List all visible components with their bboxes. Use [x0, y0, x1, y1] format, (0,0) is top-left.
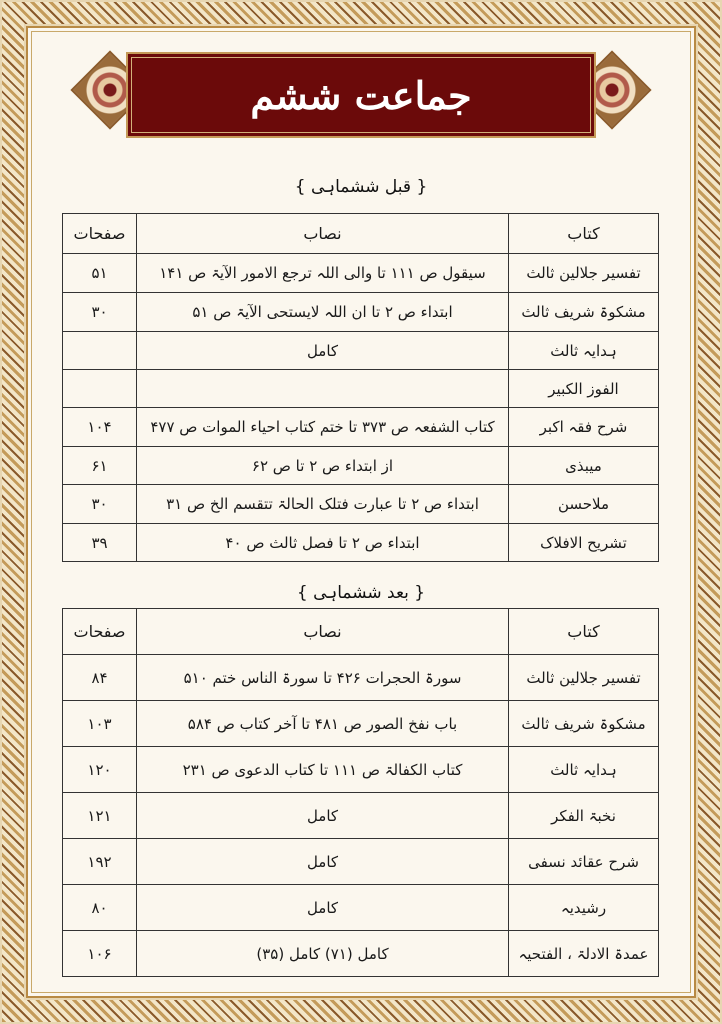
- nisab-cell: ابتداء ص ۲ تا عبارت فتلک الحالۃ تتقسم الخ ص ۳۱: [137, 485, 509, 524]
- book-cell: مشکوۃ شریف ثالث: [509, 701, 659, 747]
- nisab-cell: کامل: [137, 793, 509, 839]
- nisab-cell: کامل: [137, 839, 509, 885]
- table-row: [63, 885, 659, 931]
- header-pages: صفحات: [63, 214, 137, 254]
- table-row: [63, 793, 659, 839]
- pages-cell: [63, 332, 137, 370]
- nisab-cell: کامل (۷۱) کامل (۳۵): [137, 931, 509, 977]
- header-nisab: نصاب: [137, 609, 509, 655]
- pages-cell: ۱۰۴: [63, 408, 137, 447]
- book-cell: ہدایہ ثالث: [509, 332, 659, 370]
- table-header-row: [63, 609, 659, 655]
- book-cell: عمدۃ الادلۃ ، الفتحیہ: [509, 931, 659, 977]
- book-cell: رشیدیہ: [509, 885, 659, 931]
- title-banner-group: [76, 52, 646, 136]
- book-cell: الفوز الکبیر: [509, 370, 659, 408]
- book-cell: ہدایہ ثالث: [509, 747, 659, 793]
- title-banner: [126, 52, 596, 138]
- nisab-cell: از ابتداء ص ۲ تا ص ۶۲: [137, 447, 509, 485]
- header-book: کتاب: [509, 609, 659, 655]
- nisab-cell: کتاب الکفالۃ ص ۱۱۱ تا کتاب الدعوی ص ۲۳۱: [137, 747, 509, 793]
- book-cell: نخبۃ الفکر: [509, 793, 659, 839]
- table-row: [63, 332, 659, 370]
- pages-cell: ۱۲۱: [63, 793, 137, 839]
- book-cell: شرح فقہ اکبر: [509, 408, 659, 447]
- book-cell: مشکوۃ شریف ثالث: [509, 293, 659, 332]
- nisab-cell: کامل: [137, 332, 509, 370]
- section-heading-after: { بعد ششماہی }: [296, 583, 426, 603]
- book-cell: تشریح الافلاک: [509, 524, 659, 562]
- page-title: جماعت ششم: [250, 72, 472, 118]
- nisab-cell: باب نفخ الصور ص ۴۸۱ تا آخر کتاب ص ۵۸۴: [137, 701, 509, 747]
- nisab-cell: [137, 370, 509, 408]
- nisab-cell: ابتداء ص ۲ تا فصل ثالث ص ۴۰: [137, 524, 509, 562]
- pages-cell: ۸۰: [63, 885, 137, 931]
- table-header-row: [63, 214, 659, 254]
- table-row: [63, 747, 659, 793]
- nisab-cell: سیقول ص ۱۱۱ تا والی اللہ ترجع الامور الآیۃ ص ۱۴۱: [137, 254, 509, 293]
- table-row: [63, 370, 659, 408]
- table-row: [63, 254, 659, 293]
- book-cell: تفسیر جلالین ثالث: [509, 254, 659, 293]
- pages-cell: ۱۲۰: [63, 747, 137, 793]
- book-cell: شرح عقائد نسفی: [509, 839, 659, 885]
- header-book: کتاب: [509, 214, 659, 254]
- pages-cell: ۱۰۶: [63, 931, 137, 977]
- nisab-cell: سورۃ الحجرات ۴۲۶ تا سورۃ الناس ختم ۵۱۰: [137, 655, 509, 701]
- syllabus-table-before: [62, 213, 659, 562]
- header-nisab: نصاب: [137, 214, 509, 254]
- pages-cell: ۶۱: [63, 447, 137, 485]
- table-row: [63, 485, 659, 524]
- pages-cell: ۸۴: [63, 655, 137, 701]
- pages-cell: [63, 370, 137, 408]
- table-row: [63, 408, 659, 447]
- table-row: [63, 293, 659, 332]
- pages-cell: ۵۱: [63, 254, 137, 293]
- table-row: [63, 655, 659, 701]
- pages-cell: ۳۰: [63, 485, 137, 524]
- syllabus-table-after: [62, 608, 659, 977]
- book-cell: میبذی: [509, 447, 659, 485]
- section-heading-before: { قبل ششماہی }: [294, 177, 428, 197]
- nisab-cell: کتاب الشفعہ ص ۳۷۳ تا ختم کتاب احیاء الموات ص ۴۷۷: [137, 408, 509, 447]
- table-row: [63, 447, 659, 485]
- nisab-cell: کامل: [137, 885, 509, 931]
- table-row: [63, 701, 659, 747]
- book-cell: ملاحسن: [509, 485, 659, 524]
- table-row: [63, 524, 659, 562]
- nisab-cell: ابتداء ص ۲ تا ان اللہ لایستحی الآیۃ ص ۵۱: [137, 293, 509, 332]
- table-row: [63, 839, 659, 885]
- pages-cell: ۳۰: [63, 293, 137, 332]
- table-row: [63, 931, 659, 977]
- book-cell: تفسیر جلالین ثالث: [509, 655, 659, 701]
- pages-cell: ۱۹۲: [63, 839, 137, 885]
- pages-cell: ۱۰۳: [63, 701, 137, 747]
- pages-cell: ۳۹: [63, 524, 137, 562]
- header-pages: صفحات: [63, 609, 137, 655]
